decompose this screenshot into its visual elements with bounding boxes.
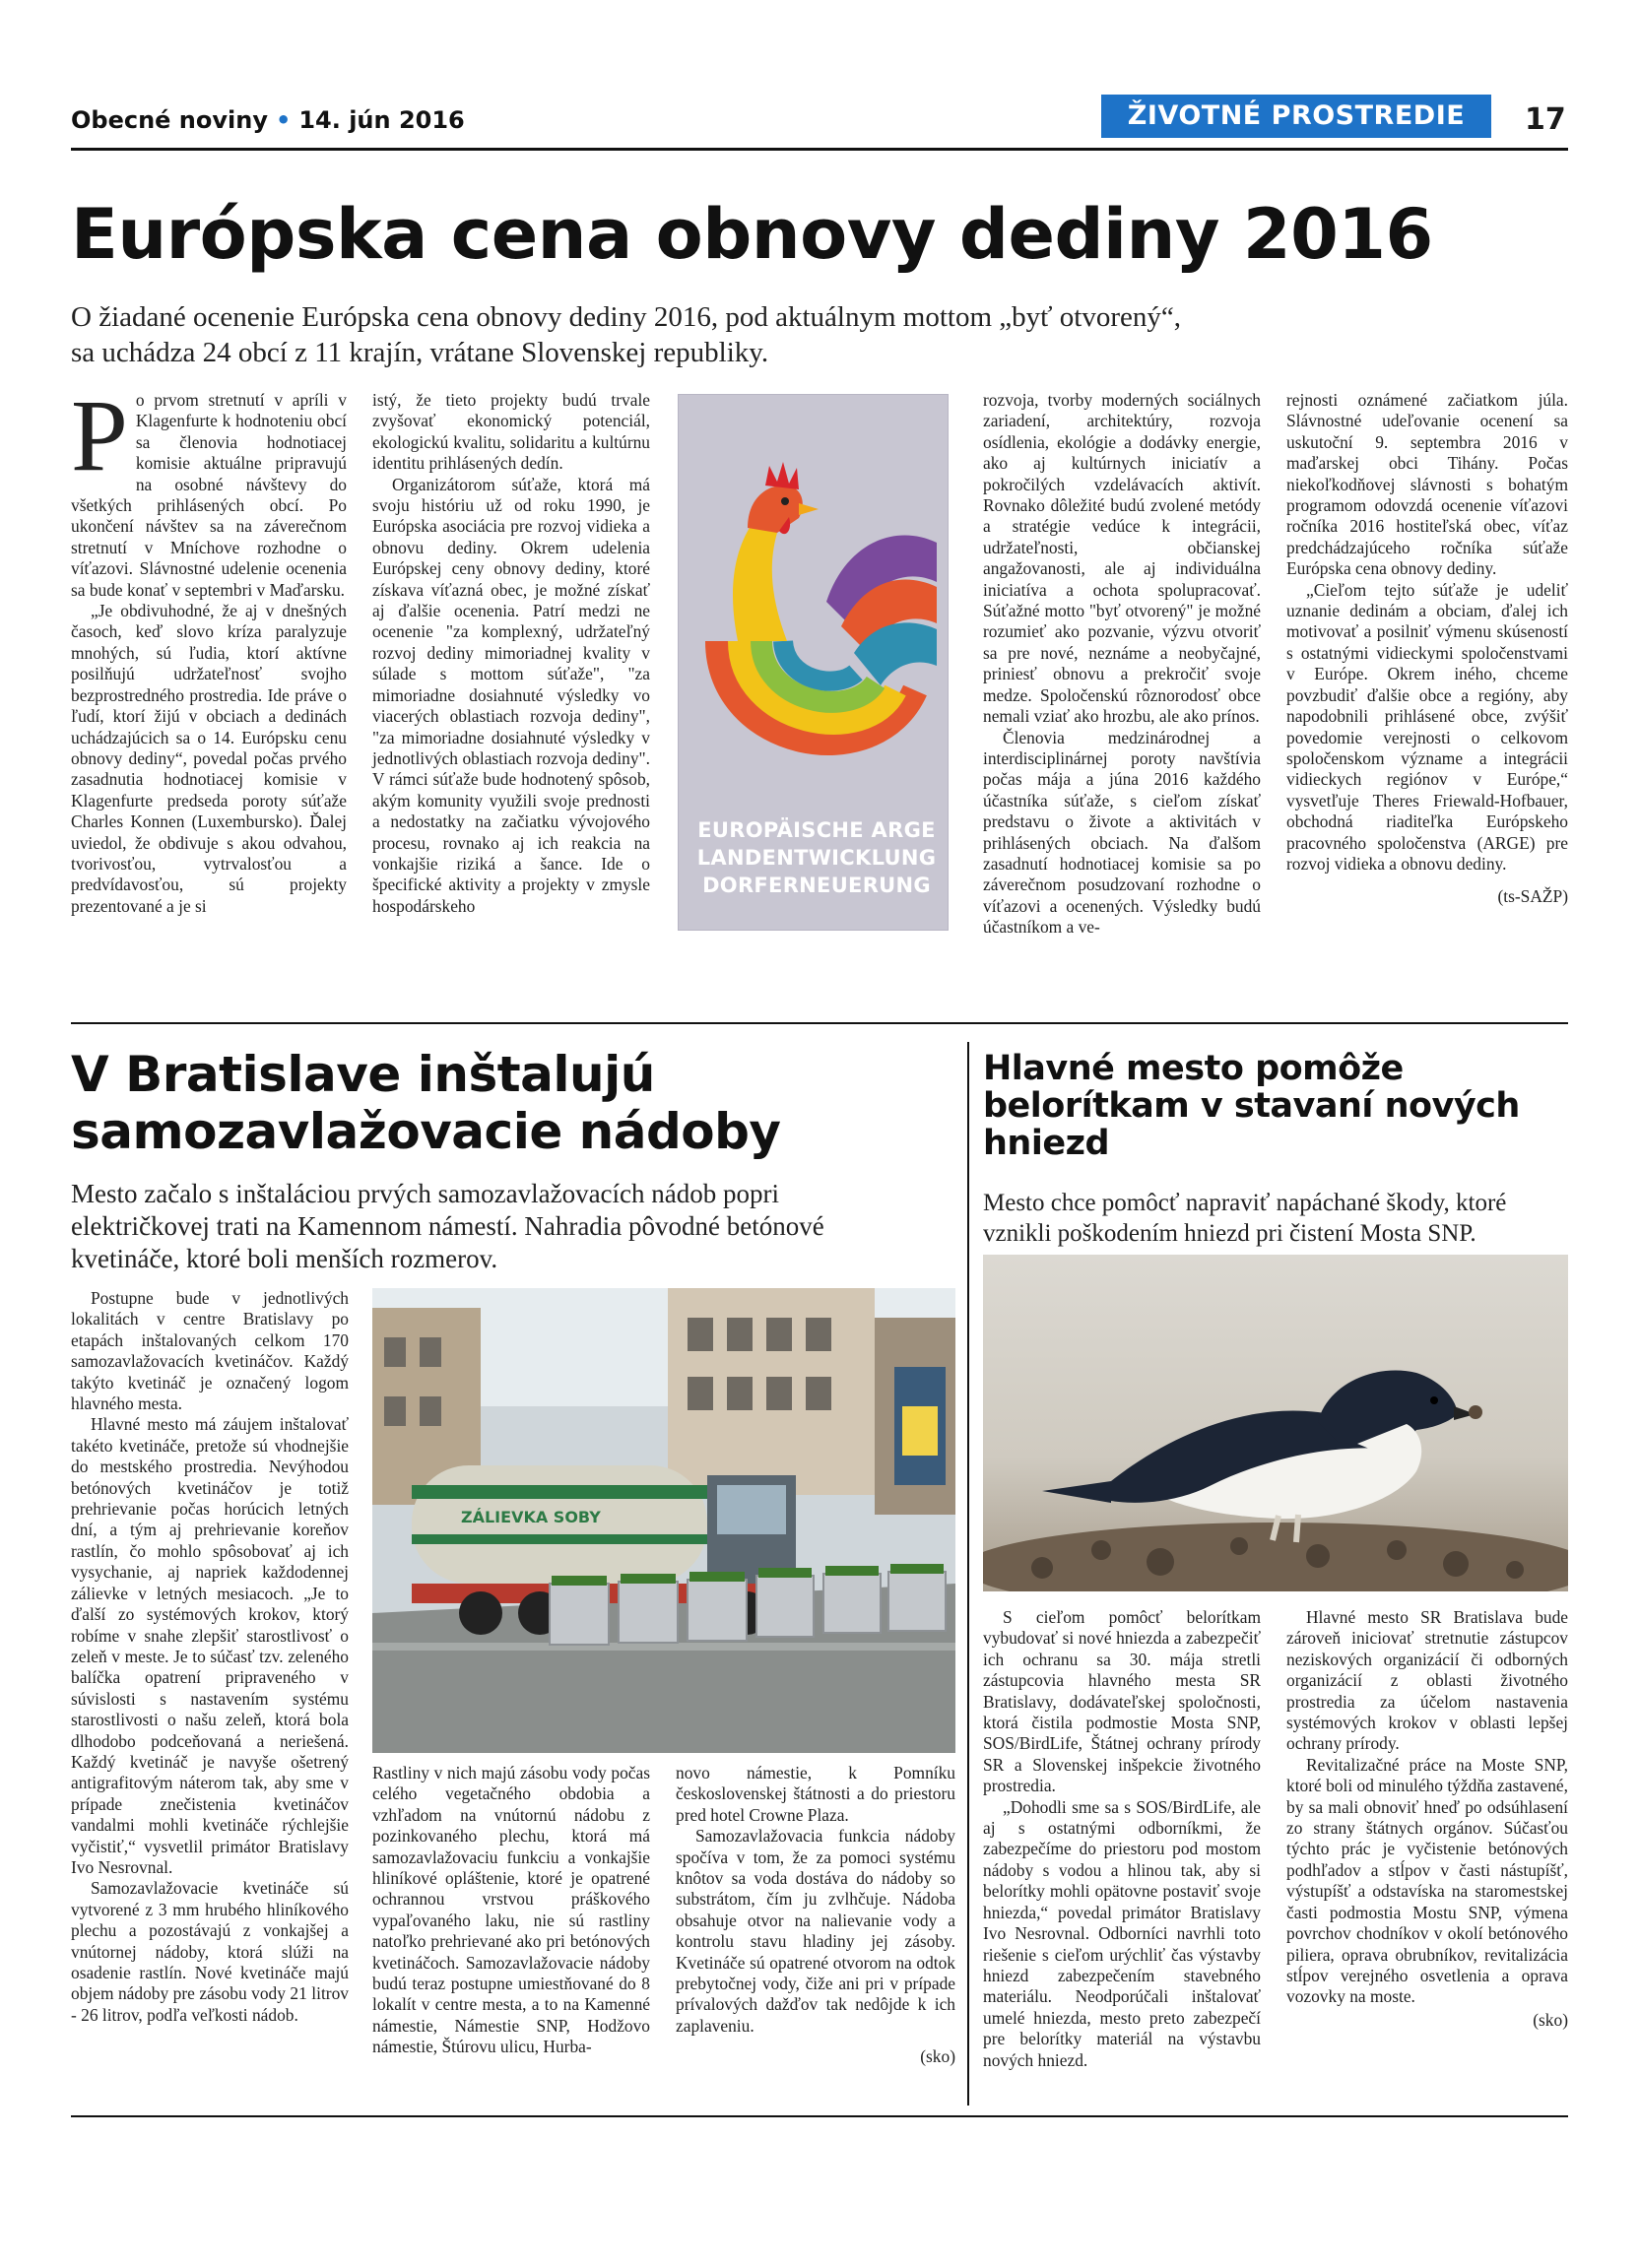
article3-col2-p2: Revitalizačné práce na Moste SNP, ktoré boli od minulého týždňa zastavené, by sa mali obnoviť hneď po odsúhlasení zo strany štátnych orgánov. Súčasťou týchto prác je vyčistenie betónových podhľadov a stĺpov v časti nástupíšť, výstupíšť a odstavíska na staromestskej časti podmostia Mostu SNP, výmena povrchov chodníkov v okolí betónového piliera, oprava obrubníkov, revitalizácia stĺpov verejného osvetlenia a oprava vozovky na moste. xyxy=(1286,1754,1568,2007)
article1-col4-p2: „Cieľom tejto súťaže je udeliť uznanie dedinám a obciam, ďalej ich motivovať a posilniť výmenu skúseností s ostatnými vidieckymi spoločenstvami v Európe. Okrem iného, chceme povzbudiť ďalšie obce a regióny, aby napodobnili prihlásené obce, zvýšiť povedomie verejnosti o celkovom spoločenskom význame a integrácii vidieckych regiónov v Európe,“ vysvetľuje Theres Friewald-Hofbauer, obchodná riaditeľka Európskeho pracovného spoločenstva (ARGE) pre rozvoj vidieka a obnovu dediny. xyxy=(1286,579,1568,874)
house-martin-photo xyxy=(983,1255,1568,1591)
article1-col3-p1: rozvoja, tvorby moderných sociálnych zariadení, architektúry, rozvoja osídlenia, ekológie a dodávky energie, ako aj kultúrnych iniciatív a pokročilých vzdelávacích aktivít. Rovnako dôležité budú zvolené metódy a stratégie vedúce k integrácii, udržateľnosti, občianskej angažovanosti, ale aj individuálna iniciatíva a ochota spolupracovať. Súťažné motto "byť otvorený" je možné rozumieť ako pozvanie, výzvu otvoriť sa pre nové, neznáme a neobyčajné, priniesť obnovu a prekročiť svoje medze. Spoločenskú rôznorodosť obce nemali vziať ako hrozbu, ale ako prínos. xyxy=(983,390,1261,727)
page-number: 17 xyxy=(1525,102,1566,137)
header-separator: • xyxy=(275,106,292,134)
article1-byline: (ts-SAŽP) xyxy=(1497,886,1568,907)
article2-col3-p1: novo námestie, k Pomníku československej štátnosti a do priestoru pred hotel Crowne Plaza. xyxy=(676,1763,955,1825)
article1-col1-p2: „Je obdivuhodné, že aj v dnešných časoch, keď slovo kríza paralyzuje mnohých, sú ľudia, ktorí aktívne posilňujú udržateľnosť svojho bezprostredného prostredia. Ide práve o ľudí, ktorí žijú v obciach a dedinách uchádzajúcich sa o 14. Európsku cenu obnovy dediny“, povedal počas prvého zasadnutia hodnotiacej komisie v Klagenfurte predseda poroty súťaže Charles Konnen (Luxembursko). Ďalej uviedol, že obdivuje s akou odvahou, tvorivosťou, vytrvalosťou a predvídavosťou, sú projekty prezentované a je si xyxy=(71,601,347,916)
article1-col3-p2: Členovia medzinárodnej a interdisciplinárnej poroty navštívia počas mája a júna 2016 každého účastníka súťaže, s cieľom získať predstavu o živote a aktivitách v prihlásených obciach. Na ďalšom zasadnutí hodnotiacej komisie sa po záverečnom posudzovaní rozhodne o víťazovi a ocenených. Výsledky budú účastníkom a ve- xyxy=(983,727,1261,938)
article1-lead-line1: O žiadané ocenenie Európska cena obnovy dediny 2016, pod aktuálnym mottom „byť otvorený“, xyxy=(71,301,1181,333)
arge-logo-text xyxy=(694,816,939,899)
article2-lead-line3: kvetináče, ktoré boli menších rozmerov. xyxy=(71,1244,498,1273)
article2-title-line1: V Bratislave inštalujú xyxy=(71,1046,655,1103)
footer-rule xyxy=(71,2115,1568,2117)
newspaper-name: Obecné noviny xyxy=(71,106,268,134)
arge-logo xyxy=(678,394,949,931)
article3-col2-p1: Hlavné mesto SR Bratislava bude zároveň iniciovať stretnutie zástupcov neziskových organizácií či odborných organizácií z oblasti životného prostredia za účelom nastavenia systémových krokov v oblasti lepšej ochrany prírody. xyxy=(1286,1607,1568,1754)
article1-dropcap: P xyxy=(71,379,128,492)
article2-byline: (sko) xyxy=(920,2046,955,2067)
article2-lead xyxy=(71,1178,977,1275)
article2-col1-p2: Hlavné mesto má záujem inštalovať takéto kvetináče, pretože sú vhodnejšie do mestského prostredia. Nevýhodou betónových kvetináčov je totiž prehrievanie počas horúcich letných dní, a tým aj prehrievanie koreňov rastlín, čo mohlo spôsobovať aj ich vysychanie, aj napriek každodennej zálievke v letných mesiacoch. „Je to ďalší zo systémových krokov, ktorý robíme v snahe zlepšiť starostlivosť o zeleň v meste. Je to súčasť tzv. zeleného balíčka opatrení pripraveného v súvislosti s nastavením systému starostlivosti o našu zeleň, ktorá bola dlhodobo podceňovaná a neriešená. Každý kvetináč je navyše ošetrený antigrafitovým náterom tak, aby sme v prípade znečistenia kvetináčov vandalmi mohli kvetináče rýchlejšie vyčistiť,“ vysvetlil primátor Bratislavy Ivo Nesrovnal. xyxy=(71,1414,349,1877)
article2-col1-p1: Postupne bude v jednotlivých lokalitách v centre Bratislavy po etapách inštalovaných celkom 170 samozavlažovacích kvetináčov. Každý takýto kvetináč je označený logom hlavného mesta. xyxy=(71,1288,349,1414)
article2-column-2 xyxy=(372,1763,650,2058)
rooster-logo-icon xyxy=(679,395,950,809)
logo-line-2: LANDENTWICKLUNG xyxy=(696,846,937,870)
article3-column-1 xyxy=(983,1607,1261,2071)
article3-title-line3: hniezd xyxy=(983,1124,1109,1163)
article1-lead-line2: sa uchádza 24 obcí z 11 krajín, vrátane Slovenskej republiky. xyxy=(71,337,769,368)
article3-title-line1: Hlavné mesto pomôže xyxy=(983,1049,1404,1088)
article3-lead-line1: Mesto chce pomôcť napraviť napáchané škody, ktoré xyxy=(983,1190,1507,1216)
article2-col2-p1: Rastliny v nich majú zásobu vody počas celého vegetačného obdobia a vzhľadom na vnútornú nádobu z pozinkovaného plechu, ktorá má samozavlažovaciu funkciu a vonkajšie hliníkové opláštenie, ktoré je opatrené ochrannou vrstvou práškového vypaľovaného laku, nie sú rastliny natoľko prehrievané ako pri betónových kvetináčoch. Samozavlažovacie nádoby budú teraz postupne umiestňované do 8 lokalít v centre mesta, a to na Kamenné námestie, Námestie SNP, Hodžovo námestie, Štúrovu ulicu, Hurba- xyxy=(372,1763,650,2057)
article1-col4-p1: rejnosti oznámené začiatkom júla. Slávnostné udeľovanie ocenení sa uskutoční 9. septembra 2016 v maďarskej obci Tihány. Počas niekoľkodňovej slávnosti s bohatým programom odovzdá ocenenie víťazovi ročníka 2016 hostiteľská obec, víťaz predchádzajúceho ročníka súťaže Európska cena obnovy dediny. xyxy=(1286,390,1568,579)
article2-col1-p3: Samozavlažovacie kvetináče sú vytvorené z 3 mm hrubého hliníkového plechu a pozostávajú z vonkajšej a vnútornej nádoby, ktorá slúži na osadenie rastlín. Nové kvetináče majú objem nádoby pre zásobu vody 21 litrov - 26 litrov, podľa veľkosti nádob. xyxy=(71,1878,349,2025)
article1-lead xyxy=(71,299,1568,370)
article1-column-1 xyxy=(71,379,347,917)
article1-column-3 xyxy=(983,390,1261,939)
page-header-left xyxy=(71,106,465,134)
article2-title-line2: samozavlažovacie nádoby xyxy=(71,1103,781,1160)
logo-line-3: DORFERNEUERUNG xyxy=(702,874,931,897)
article3-col1-p1: S cieľom pomôcť belorítkam vybudovať si nové hniezda a zabezpečiť ich ochranu sa 30. mája stretli zástupcovia hlavného mesta SR Bratislavy, dodávateľskej spoločnosti, ktorá čistila podmostie Mosta SNP, SOS/BirdLife, Štátnej ochrany prírody SR a Slovenskej inšpekcie životného prostredia. xyxy=(983,1607,1261,1796)
planters-street-photo xyxy=(372,1288,955,1753)
article-divider xyxy=(71,1022,1568,1024)
article2-lead-line2: električkovej trati na Kamennom námestí. Nahradia pôvodné betónové xyxy=(71,1211,824,1241)
article3-lead-line2: vznikli poškodením hniezd pri čistení Mosta SNP. xyxy=(983,1220,1476,1247)
article2-col3-p2: Samozavlažovacia funkcia nádoby spočíva v tom, že za pomoci systému knôtov sa voda dostáva do nádoby so substrátom, čím ju zvlhčuje. Nádoba obsahuje otvor na nalievanie vody a kontrolu stavu hladiny jej zásoby. Kvetináče sú opatrené otvorom na odtok prebytočnej vody, čiže ani pri v prípade prívalových dažďov tak nedôjde k ich zaplaveniu. xyxy=(676,1826,955,2036)
article1-col1-p1: o prvom stretnutí v apríli v Klagenfurte k hodnoteniu obcí sa členovia hodnotiacej komisie aktuálne pripravujú na osobné návštevy do všetkých prihlásených obcí. Po ukončení návštev sa na záverečnom stretnutí v Mníchove rozhodne o víťazovi. Slávnostné udelenie ocenenia sa bude konať v septembri v Maďarsku. xyxy=(71,390,347,600)
article3-lead xyxy=(983,1188,1568,1249)
article3-column-2 xyxy=(1286,1607,1568,2031)
article1-column-4 xyxy=(1286,390,1568,908)
section-tag: ŽIVOTNÉ PROSTREDIE xyxy=(1101,95,1491,138)
article1-column-2 xyxy=(372,390,650,917)
bird-photo-image xyxy=(983,1255,1568,1591)
article3-title xyxy=(983,1050,1520,1162)
article3-title-line2: belorítkam v stavaní nových xyxy=(983,1086,1520,1126)
header-rule xyxy=(71,148,1568,151)
article2-column-1 xyxy=(71,1288,349,2026)
article2-title xyxy=(71,1046,781,1160)
article3-byline: (sko) xyxy=(1533,2009,1568,2030)
article2-lead-line1: Mesto začalo s inštaláciou prvých samozavlažovacích nádob popri xyxy=(71,1179,779,1208)
issue-date: 14. jún 2016 xyxy=(298,106,465,134)
logo-line-1: EUROPÄISCHE ARGE xyxy=(697,818,936,842)
truck-lettering: ZÁLIEVKA SOBY xyxy=(461,1508,601,1526)
article3-col1-p2: „Dohodli sme sa s SOS/BirdLife, ale aj s ostatnými odborníkmi, že zabezpečíme do priestoru pod mostom nádoby s vodou a hlinou tak, aby si belorítky mohli opätovne postaviť svoje hniezda,“ povedal primátor Bratislavy Ivo Nesrovnal. Odborníci navrhli toto riešenie s cieľom urýchliť čas výstavby hniezd zabezpečením stavebného materiálu. Neodporúčali inštalovať umelé hniezda, mesto preto zabezpečí pre belorítky materiál na výstavbu nových hniezd. xyxy=(983,1796,1261,2070)
column-divider xyxy=(967,1042,969,2106)
article2-column-3 xyxy=(676,1763,955,2068)
article1-col2-p1: istý, že tieto projekty budú trvale zvyšovať ekonomický potenciál, ekologickú kvalitu, solidaritu a kultúrnu identitu prihlásených dedín. xyxy=(372,390,650,474)
article1-title: Európska cena obnovy dediny 2016 xyxy=(71,194,1433,275)
article1-col2-p2: Organizátorom súťaže, ktorá má svoju históriu už od roku 1990, je Európska asociácia pre rozvoj vidieka a obnovu dediny. Okrem udelenia Európskej ceny obnovy dediny, ktoré získava víťazná obec, je možné získať aj ďalšie ocenenia. Patrí medzi ne ocenenie "za komplexný, udržateľný rozvoj dediny mimoriadnej kvality v súlade s mottom súťaže", "za mimoriadne dosiahnuté výsledky vo viacerých oblastiach rozvoja dediny", "za mimoriadne dosiahnuté výsledky v jednotlivých oblastiach rozvoja dediny". V rámci súťaže bude hodnotený spôsob, akým komunity využili svoje prednosti a nedostatky na začiatku vývojového procesu, rovnako aj ich reakcia na vonkajšie riziká a šance. Ide o špecifické aktivity a projekty v zmysle hospodárskeho xyxy=(372,474,650,916)
street-photo-image xyxy=(372,1288,955,1753)
